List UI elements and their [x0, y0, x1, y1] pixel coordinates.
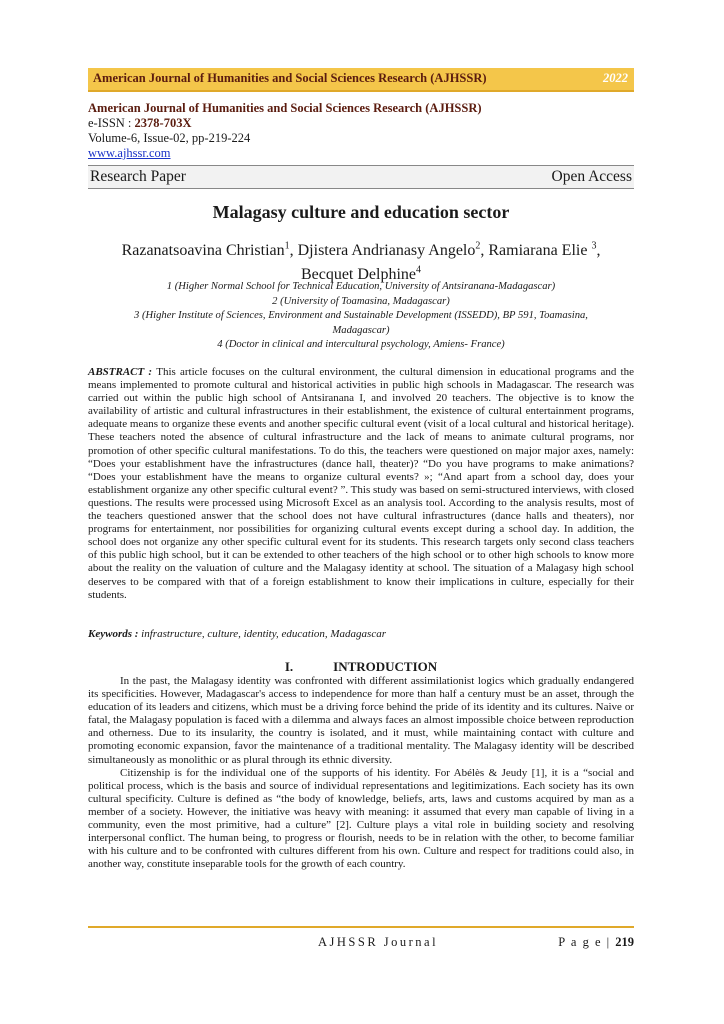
abstract — [88, 366, 634, 602]
footer-divider — [88, 926, 634, 928]
meta-eissn — [88, 116, 634, 131]
journal-header-band — [88, 68, 634, 92]
header-journal-name: American Journal of Humanities and Social Sciences Research (AJHSSR) — [93, 71, 487, 85]
footer-page-number: 219 — [615, 935, 634, 949]
author-2: Djistera Andrianasy Angelo$^2$, — [297, 241, 489, 260]
footer-journal: AJHSSR Journal — [318, 935, 439, 949]
meta-eissn-value: 2378-703X — [134, 116, 192, 130]
paper-type-bar — [88, 165, 634, 189]
footer-page-label: P a g e | — [558, 935, 611, 949]
author-1: Razanatsoavina Christian$^1$, — [121, 241, 298, 260]
paragraph-2: Citizenship is for the individual one of the supports of his identity. For Abélès & Jeudy [1], it is a “social and political process, which is the basis and source of individual representations and legitimizations. Each society has its own cultural specificity. Culture is defined as “the body of knowledge, beliefs, arts, laws and customs acquired by man as a member of a society. However, the initiative was heavy with meaning: it assumed that every man capable of living in a community, even the most primitive, had a culture” [2]. Culture plays a vital role in building society and resolving interpersonal conflict. The human being, to progress or flourish, needs to be in relation with the other, to become familiar with his culture and to be confronted with cultures different from his own. Culture and respect for traditions could also, in another way, constitute inseparable tools for the growth of each country. — [88, 766, 634, 871]
keywords-label: Keywords : — [88, 628, 142, 640]
affiliation-1: 1 (Higher Normal School for Technical Education, University of Antsiranana-Madagascar) — [166, 281, 556, 292]
meta-website-link[interactable]: www.ajhssr.com — [88, 146, 171, 160]
abstract-text: This article focuses on the cultural environment, the cultural dimension in educational programs and the means implemented to promote cultural and historical activities in public high schools in Madagascar. The research was carried out within the public high school of Antsiranana I, and involved 20 teachers. The objective is to know the availability of artistic and cultural infrastructures in their establishment, the existence of cultural entertainment programs, adequate means to organize these events and another specific cultural event (visit of a local cultural and historical heritage). These teachers noted the absence of cultural infrastructure and the lack of means to animate cultural programs, nor promotion of other specific cultural manifestations. To do this, the teachers were questioned on major major axes, namely: “Does your establishment have the infrastructures (dance hall, theater)? “Do you have programs to make animations? “Does your establishment have the means to organize cultural events? »; “And apart from a school day, does your establishment organize any other specific cultural event? ”. This study was based on semi-structured interviews, with closed questions. The results were processed using Microsoft Excel as an analysis tool. According to the analysis results, most of the teachers questioned answer that the school does not have cultural infrastructures (dance halls and theaters), nor programs for entertainment, nor possibilities for organizing cultural events except during a school day. In addition, the school does not organize any other specific cultural event for its students. This research targets only second class teachers of this public high school, but it can be extended to other teachers of the high school or to other high schools to know more about the reality on the valuation of culture and the Malagasy identity at school. The situation of a Malagasy high school deserves to be compared with that of a foreign establishment to know their implications in culture, especially for their students. — [88, 366, 634, 601]
paper-title: Malagasy culture and education sector — [212, 202, 510, 222]
section-heading-introduction — [88, 659, 634, 675]
affiliation-3: 3 (Higher Institute of Sciences, Environment and Sustainable Development (ISSEDD), BP 591, Toamasina, Madagascar) — [134, 310, 588, 336]
section-title: INTRODUCTION — [333, 659, 438, 674]
keywords — [88, 628, 634, 641]
meta-eissn-label: e-ISSN : — [88, 116, 135, 130]
author-list — [110, 237, 612, 284]
header-year: 2022 — [603, 71, 628, 85]
affiliation-2: 2 (University of Toamasina, Madagascar) — [272, 295, 450, 307]
introduction-body — [88, 675, 634, 871]
footer-page — [558, 935, 634, 950]
affiliation-list — [120, 280, 602, 353]
section-number: I. — [284, 659, 294, 674]
affiliation-4: 4 (Doctor in clinical and intercultural psychology, Amiens- France) — [217, 339, 505, 350]
meta-journal-title: American Journal of Humanities and Social Sciences Research (AJHSSR) — [88, 101, 482, 115]
author-4: Becquet Delphine$^4$ — [300, 264, 422, 283]
paragraph-1: In the past, the Malagasy identity was confronted with different assimilationist logics which gradually endangered its specificities. However, Madagascar's access to independence for more than half a century must be an asset, through the education of its leaders and citizens, which must be a driving force behind the pride of its identity and its cultures. Naive or fatal, the Malagasy population is faced with a dilemma and always faces an almost impossible choice between reproduction and otherness. Due to its insularity, the country is isolated, and it must, while maintaining contact with culture and promoting economic expansion, favor the maintenance of a traditional mentality. The Malagasy identity will be described simultaneously as monolithic or as plural through its ethnic diversity. — [88, 675, 634, 766]
author-3: Ramiarana Elie $^3$, — [488, 241, 601, 260]
meta-volume: Volume-6, Issue-02, pp-219-224 — [88, 131, 251, 145]
paper-type: Research Paper — [90, 168, 186, 185]
journal-meta — [88, 101, 634, 161]
keywords-text: infrastructure, culture, identity, education, Madagascar — [141, 628, 386, 640]
abstract-label: ABSTRACT : — [88, 366, 157, 378]
access-type: Open Access — [551, 168, 632, 185]
